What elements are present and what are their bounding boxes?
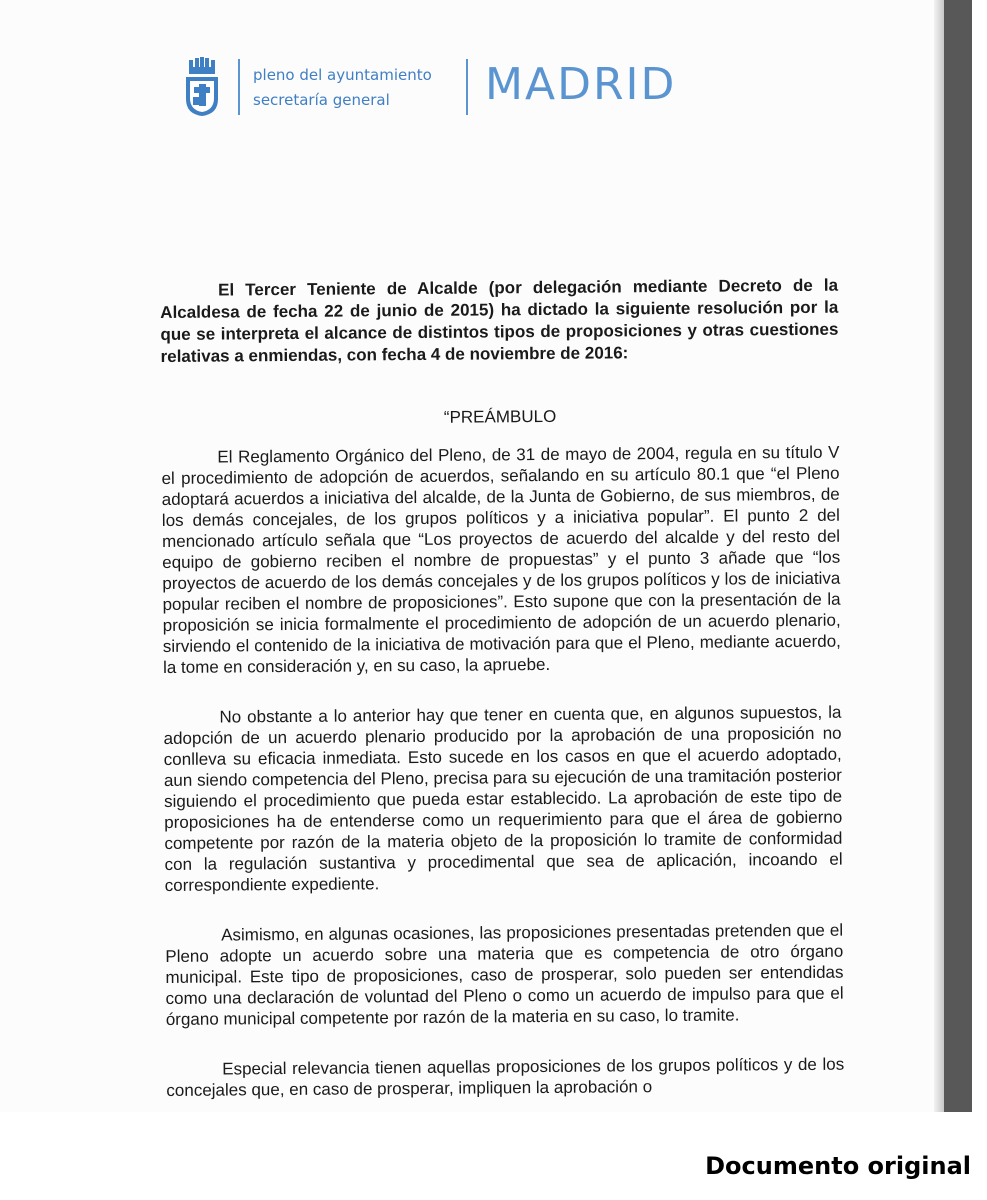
letterhead-organization: [253, 63, 432, 113]
section-title: “PREÁMBULO: [443, 406, 557, 427]
resolution-heading: El Tercer Teniente de Alcalde (por delegación mediante Decreto de la Alcaldesa de fecha 22 de junio de 2015) ha dictado la siguiente resolución por la que se interpreta el alcance de distintos tipos de proposiciones y otras cuestiones relativas a enmiendas, con fecha 4 de noviembre de 2016:: [160, 275, 839, 366]
letterhead-divider: [466, 59, 468, 115]
city-name: MADRID: [485, 59, 677, 110]
org-line-1: pleno del ayuntamiento: [253, 66, 432, 84]
page-edge-shadow: [934, 0, 944, 1112]
paragraph-3: Asimismo, en algunas ocasiones, las proposiciones presentadas pretenden que el Pleno adopte un acuerdo sobre una materia que es competencia de otro órgano municipal. Este tipo de proposiciones, caso de prosperar, solo pueden ser entendidas como una declaración de voluntad del Pleno o como un acuerdo de impulso para que el órgano municipal competente por razón de la materia en su caso, lo tramite.: [165, 920, 844, 1029]
letterhead-divider: [238, 59, 240, 115]
org-line-2: secretaría general: [253, 91, 390, 109]
scan-border: [944, 0, 972, 1112]
caption-label: Documento original: [705, 1152, 971, 1180]
madrid-coat-of-arms-icon: [183, 57, 221, 117]
paragraph-2: No obstante a lo anterior hay que tener en cuenta que, en algunos supuestos, la adopción de un acuerdo plenario producido por la aprobación de una proposición no conlleva su eficacia inmediata. Esto sucede en los casos en que el acuerdo adoptado, aun siendo competencia del Pleno, precisa para su ejecución de una tramitación posterior siguiendo el procedimiento que pueda estar establecido. La aprobación de este tipo de proposiciones ha de entenderse como un requerimiento para que el área de gobierno competente por razón de la materia objeto de la proposición lo tramite de conformidad con la regulación sustantiva y procedimental que sea de aplicación, incoando el correspondiente expediente.: [163, 702, 843, 895]
paragraph-1: El Reglamento Orgánico del Pleno, de 31 de mayo de 2004, regula en su título V el procedimiento de adopción de acuerdos, señalando en su artículo 80.1 que “el Pleno adoptará acuerdos a iniciativa del alcalde, de la Junta de Gobierno, de sus miembros, de los demás concejales, de los grupos políticos y a iniciativa popular”. El punto 2 del mencionado artículo señala que “Los proyectos de acuerdo del alcalde y del resto del equipo de gobierno reciben el nombre de propuestas” y el punto 3 añade que “los proyectos de acuerdo de los demás concejales y de los grupos políticos y los de iniciativa popular reciben el nombre de proposiciones”. Esto supone que con la presentación de la proposición se inicia formalmente el procedimiento de adopción de un acuerdo plenario, sirviendo el contenido de la iniciativa de motivación para que el Pleno, mediante acuerdo, la tome en consideración y, en su caso, la apruebe.: [161, 442, 841, 677]
document-body: [160, 275, 845, 1112]
paragraph-4: Especial relevancia tienen aquellas proposiciones de los grupos políticos y de los concejales que, en caso de prosperar, impliquen la aprobación o: [166, 1054, 845, 1100]
